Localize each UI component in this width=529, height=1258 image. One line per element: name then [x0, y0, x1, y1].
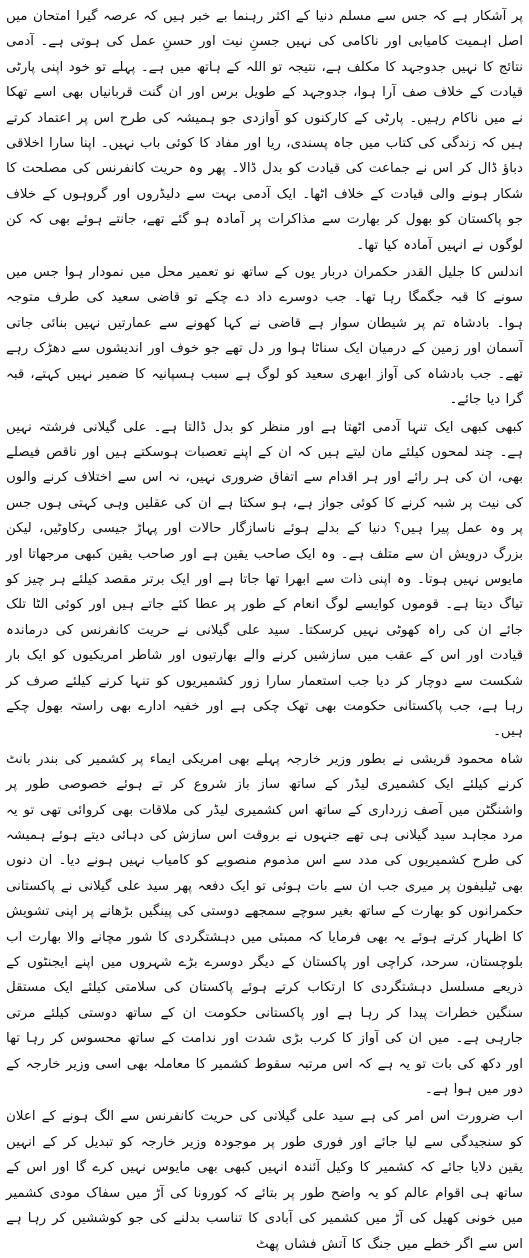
article-paragraph-2: اندلس کا جلیل القدر حکمران دربار یوں کے ساتھ نو تعمیر محل میں نمودار ہوا جس میں سونے کا قبہ جگمگا رہا تھا۔ جب دوسرے داد دے چکے تو قاضی سعید کی طرف متوجہ ہوا۔ بادشاہ تم پر شیطان سوار ہے قاضی نے کہا کھونے سے عمارتیں نہیں بنائی جاتی آسمان اور زمین کے درمیان ایک سناٹا ہوا ور دل تھے جو خوف اور اندیشوں سے دھڑک رہے تھے۔ جب بادشاہ کی آواز ابھری سعید کو لوگ ہے سبب ہسپانیہ کا ضمیر نہیں کہتے، قبہ گرا دیا جائے۔: [6, 265, 523, 408]
article-paragraph-5: اب ضرورت اس امر کی ہے سید علی گیلانی کی حریت کانفرنس سے الگ ہونے کے اعلان کو سنجیدگی سے لیا جائے اور فوری طور پر موجودہ وزیر خارجہ کو تبدیل کر کے انہیں یقین دلایا جائے کہ کشمیر کا وکیل آئندہ انہیں کبھی بھی مایوس نہیں کرے گا اور اس کے ساتھ ہی اقوام عالم کو یہ واضح طور پر بتائے کہ کورونا کی آڑ میں سفاک مودی کشمیر میں خونی کھیل کی آڑ میں کشمیر کی آبادی کا تناسب بدلنے کی جو کوششیں کر رہا ہے اس سے اگر خطے میں جنگ کا آتش فشاں پھٹ: [6, 1109, 523, 1252]
article-paragraph-3: کبھی کبھی ایک تنہا آدمی اٹھتا ہے اور منظر کو بدل ڈالتا ہے۔ علی گیلانی فرشتہ نہیں ہے۔ چند لمحوں کیلئے مان لیتے ہیں کہ ان کے اپنے تعصبات ہوسکتے ہیں اور ناقص فیصلے بھی، ان کی ہر رائے اور ہر اقدام سے اتفاق ضروری نہیں، نہ اس سے اختلاف کرنے والوں کی نیت پر شبہ کرنے کا کوئی جواز ہے، ہو سکتا ہے ان کی عقلیں وہی کہتی ہوں جس پر وہ عمل پیرا ہیں؟ دنیا کے بدلے ہوئے ناسازگار حالات اور پہاڑ جیسی رکاوٹیں، لیکن بزرگ درویش ان سے متلف ہے۔ وہ ایک صاحب یقین ہے اور صاحب یقین کبھی مرجھاتا اور مایوس نہیں ہوتا۔ وہ اپنی ذات سے ابھرا تھا جاتا ہے اور ایک برتر مقصد کیلئے ہر چیز کو تیاگ دیتا ہے۔ قوموں کوایسے لوگ انعام کے طور پر عطا کئے جاتے ہیں اور کوئی الٹا تلک جائے ان کی راہ کھوٹی نہیں کرسکتا۔ سید علی گیلانی نے حریت کانفرنس کی درماندہ قیادت اور اس کے عقب میں سازشیں کرنے والے بھارتیوں اور شاطر امریکیوں کو ایک بار شکست سے دوچار کر دیا جب استعمار سارا زور کشمیریوں کو تنہا کرنے کیلئے صرف کر رہا ہے، جب پاکستانی حکومت بھی تھک چکی ہے اور خفیہ ادارے بھی راستہ بھول چکے ہیں۔: [6, 419, 523, 740]
article-paragraph-1: پر آشکار ہے کہ جس سے مسلم دنیا کے اکثر رہنما بے خبر ہیں کہ عرصہ گیرا امتحان میں اصل اہمیت کامیابی اور ناکامی کی نہیں جسنِ نیت اور حسنِ عمل کی ہوتی ہے۔ آدمی نتائج کا نہیں جدوجہد کا مکلف ہے، نتیجہ تو اللہ کے ہاتھ میں ہے۔ پہلے تو خود اپنی پارٹی قیادت کے خلاف صف آرا ہوا، جدوجہد کے طویل برس اور ان گنت قربانیاں بھی اسے تھکا نے میں ناکام رہیں۔ پارٹی کے کارکنوں کو آوازدی جو ہمیشہ کی طرح اس پر اعتماد کرتے ہیں کہ زندگی کی کتاب میں جاہ پسندی، ریا اور مفاد کا کوئی باب نہیں۔ اپنا سارا اخلاقی دباؤ ڈال کر اس نے جماعت کی قیادت کو بدل ڈالا۔ پھر وہ حریت کانفرنس کی مصلحت کا شکار ہونے والی قیادت کے خلاف اٹھا۔ ایک آدمی بہت سے دلیڈروں اور گروہوں کے خلاف جو پاکستان کو بھول کر بھارت سے مذاکرات پر آمادہ ہو گئے تھے، جانتے ہوئے بھی کہ کن لوگوں نے انہیں آمادہ کیا تھا۔: [6, 9, 523, 253]
article-paragraph-4: شاہ محمود قریشی نے بطور وزیر خارجہ پہلے بھی امریکی ایماء پر کشمیر کی بندر بانٹ کرنے کیلئے ایک کشمیری لیڈر کے ساتھ ساز باز شروع کر تے ہوئے خصوصی طور پر واشنگٹن میں آصف زرداری کے ساتھ اس کشمیری لیڈر کی ملاقات بھی کروائی تھی تو یہ مرد مجاہد سید گیلانی ہی تھے جنہوں نے بروقت اس سازش کی دہائی دیتے ہوئے ہمیشہ کی طرح کشمیریوں کی مدد سے اس مذموم منصوبے کو کامیاب نہیں ہونے دیا۔ ان دنوں بھی ٹیلیفون پر میری جب ان سے بات ہوئی تو ایک دفعہ پھر سید علی گیلانی نے پاکستانی حکمرانوں کو بھارت کے ساتھ بغیر سوچے سمجھے دوستی کی پینگیں بڑھانے پر اپنی تشویش کا اظہار کرتے ہوئے یہ بھی فرمایا کہ ممبئی میں دہشتگردی کا شور مچانے والا بھارت اب بلوچستان، سرحد، کراچی اور پاکستان کے دیگر دوسرے بڑے شہروں میں اپنے ایجنٹوں کے ذریعے مسلسل دہشتگردی کا ارتکاب کرتے ہوئے پاکستان کی سلامتی کیلئے ایک مستقل سنگین خطرات پیدا کر رہا ہے اور پاکستانی حکومت ان کے ساتھ دوستی کیلئے مرتی جارہی ہے۔ میں ان کی آواز کا کرب بڑی شدت اور ندامت کے ساتھ محسوس کر رہا تھا اور دکھ کی بات تو یہ ہے کہ اس مرتبہ سقوط کشمیر کا معاملہ بھی اسی وزیر خارجہ کے دور میں ہوا ہے۔: [6, 751, 523, 1098]
